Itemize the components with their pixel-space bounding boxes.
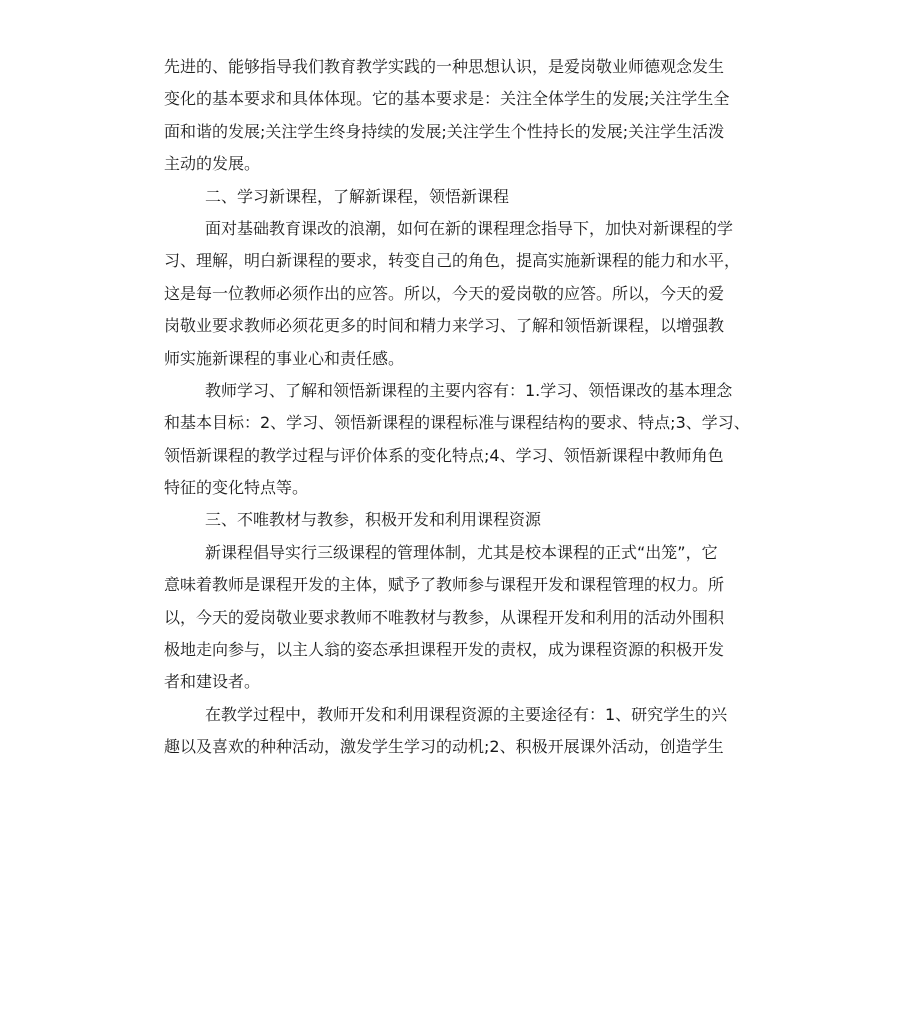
text-line-19: 极地走向参与，以主人翁的姿态承担课程开发的责权，成为课程资源的积极开发 <box>164 640 725 660</box>
text-line-22: 趣以及喜欢的种种活动，激发学生学习的动机;2、积极开展课外活动，创造学生 <box>164 737 724 757</box>
text-line-7: 习、理解，明白新课程的要求，转变自己的角色，提高实施新课程的能力和水平， <box>164 251 741 271</box>
text-line-13: 领悟新课程的教学过程与评价体系的变化特点;4、学习、领悟新课程中教师角色 <box>164 445 724 465</box>
text-line-3: 面和谐的发展;关注学生终身持续的发展;关注学生个性持长的发展;关注学生活泼 <box>164 121 725 141</box>
section-heading-2: 二、学习新课程，了解新课程，领悟新课程 <box>205 186 510 206</box>
text-line-17: 意味着教师是课程开发的主体，赋予了教师参与课程开发和课程管理的权力。所 <box>164 575 725 595</box>
text-line-2: 变化的基本要求和具体体现。它的基本要求是：关注全体学生的发展;关注学生全 <box>164 89 730 109</box>
text-line-4: 主动的发展。 <box>164 154 261 174</box>
text-line-14: 特征的变化特点等。 <box>164 478 309 498</box>
text-line-18: 以，今天的爱岗敬业要求教师不唯教材与教参，从课程开发和利用的活动外围积 <box>164 607 725 627</box>
text-line-21: 在教学过程中，教师开发和利用课程资源的主要途径有：1、研究学生的兴 <box>205 704 728 724</box>
text-line-1: 先进的、能够指导我们教育教学实践的一种思想认识，是爱岗敬业师德观念发生 <box>164 57 725 76</box>
text-line-11: 教师学习、了解和领悟新课程的主要内容有：1.学习、领悟课改的基本理念 <box>205 380 733 400</box>
text-line-10: 师实施新课程的事业心和责任感。 <box>164 348 405 368</box>
text-line-16: 新课程倡导实行三级课程的管理体制，尤其是校本课程的正式“出笼”，它 <box>205 542 718 562</box>
text-line-12: 和基本目标：2、学习、领悟新课程的课程标准与课程结构的要求、特点;3、学习、 <box>164 413 750 433</box>
section-heading-3: 三、不唯教材与教参，积极开发和利用课程资源 <box>205 510 542 530</box>
text-line-20: 者和建设者。 <box>164 672 261 692</box>
text-line-9: 岗敬业要求教师必须花更多的时间和精力来学习、了解和领悟新课程，以增强教 <box>164 316 725 336</box>
text-line-6: 面对基础教育课改的浪潮，如何在新的课程理念指导下，加快对新课程的学 <box>205 218 734 238</box>
text-line-8: 这是每一位教师必须作出的应答。所以，今天的爱岗敬的应答。所以，今天的爱 <box>164 283 725 303</box>
document-body <box>164 51 764 764</box>
